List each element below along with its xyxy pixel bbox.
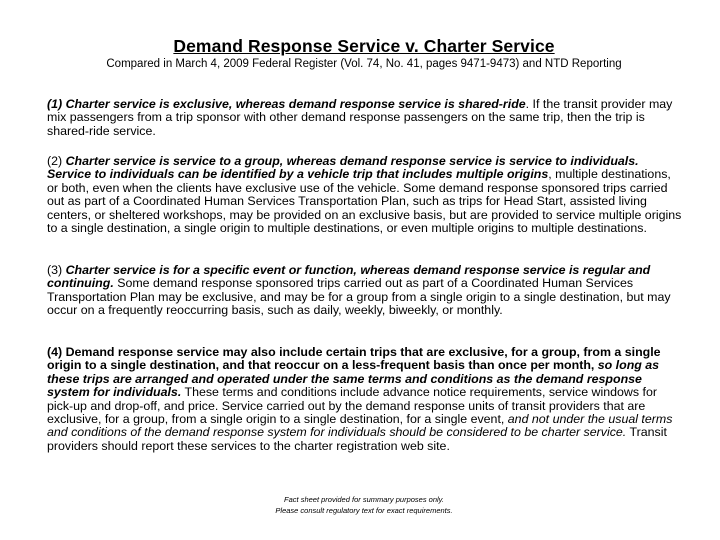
- footer-line-2: Please consult regulatory text for exact requirements.: [275, 506, 453, 515]
- paragraph-4-italic: and not under the usual terms and conditions of the demand response system for individuals should be considered to be charter service.: [47, 412, 673, 440]
- page-title: Demand Response Service v. Charter Service: [173, 36, 555, 56]
- paragraph-2-lead: Charter service is service to a group, whereas demand response service is service to individuals. Service to individuals can be identified by a vehicle trip that includes multiple origins: [47, 154, 639, 182]
- paragraph-3-number: (3): [47, 263, 66, 277]
- paragraph-1: [47, 98, 683, 138]
- page-subtitle: Compared in March 4, 2009 Federal Register (Vol. 74, No. 41, pages 9471-9473) and NTD Reporting: [106, 58, 622, 70]
- footer-note: [0, 494, 720, 516]
- paragraph-2-number: (2): [47, 154, 66, 168]
- paragraph-1-body: . If the transit provider may mix passengers from a trip sponsor with other demand response passengers on the same trip, then the trip is shared-ride service.: [47, 97, 673, 138]
- paragraph-2: [47, 155, 683, 235]
- paragraph-1-lead: (1) Charter service is exclusive, whereas demand response service is shared-ride: [47, 97, 526, 111]
- paragraph-4-tail: Transit providers should report these services to the charter registration web site.: [47, 425, 667, 453]
- paragraph-3-lead: Charter service is for a specific event or function, whereas demand response service is regular and continuing.: [47, 263, 651, 291]
- paragraph-4: [47, 346, 683, 453]
- paragraph-3: [47, 264, 683, 318]
- paragraph-3-body: Some demand response sponsored trips carried out as part of a Coordinated Human Services Transportation Plan may be exclusive, and may be for a group from a single origin to a single destination, but may occur on a frequently reoccurring basis, such as daily, weekly, biweekly, or monthly.: [47, 276, 671, 318]
- paragraph-4-lead: (4) Demand response service may also include certain trips that are exclusive, for a group, from a single origin to a single destination, and that reoccur on a less-frequent basis than once per month,: [47, 345, 661, 373]
- paragraph-2-body: , multiple destinations, or both, even when the clients have exclusive use of the vehicle. Some demand response sponsored trips carried out as part of a Coordinated Human Services Transportation Plan, such as trips for Head Start, assisted living centers, or sheltered workshops, may be provided on an exclusive basis, but are provided to service multiple origins to a single destination, a single origin to multiple destinations, or even multiple origins to multiple destinations.: [47, 167, 682, 236]
- paragraph-4-body: These terms and conditions include advance notice requirements, service windows for pick-up and drop-off, and price. Service carried out by the demand response units of transit providers that are exclusive, for a group, from a single origin to a single destination, for a single event,: [47, 385, 657, 427]
- paragraph-4-emphasis: so long as these trips are arranged and operated under the same terms and conditions as the demand response system for individuals.: [47, 358, 660, 400]
- footer-line-1: Fact sheet provided for summary purposes only.: [284, 495, 444, 504]
